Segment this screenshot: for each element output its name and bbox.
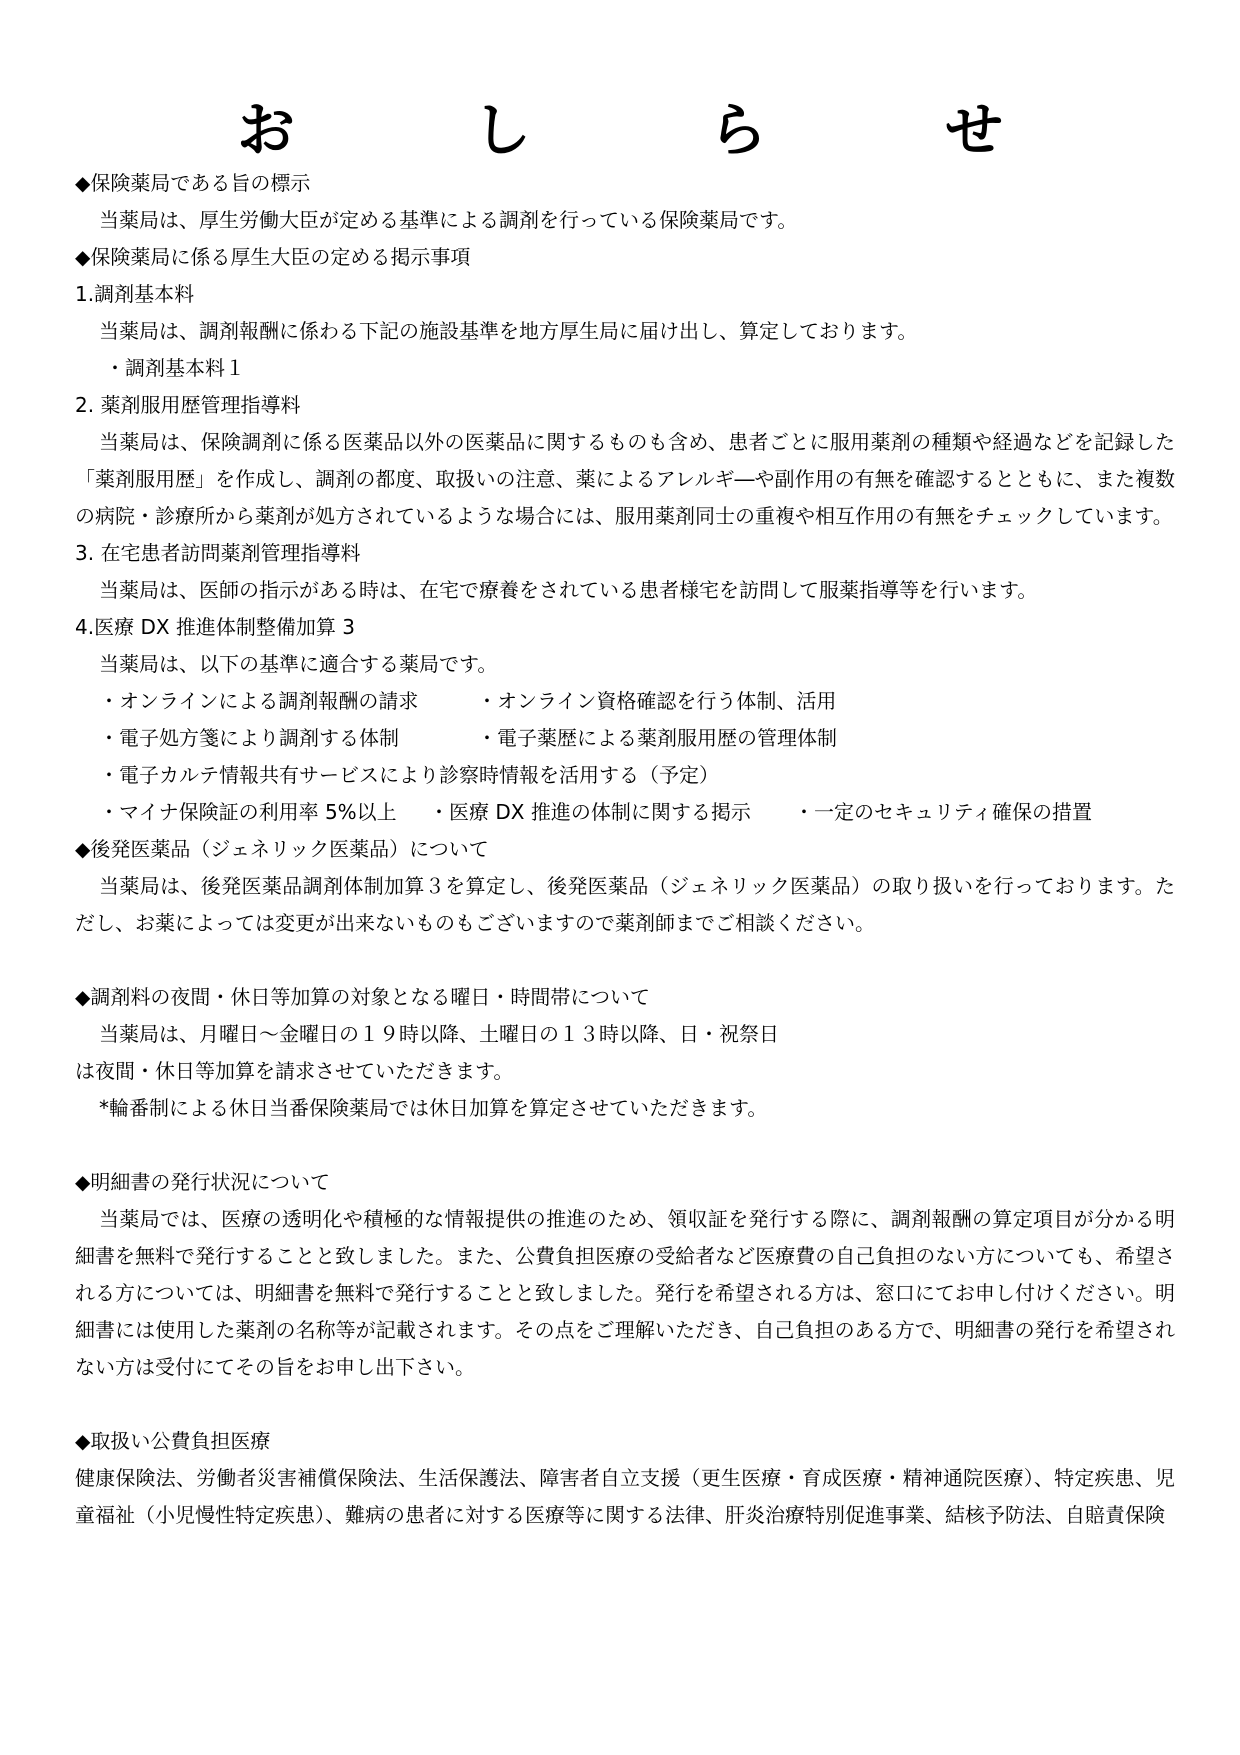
item-text-medical-dx: 当薬局は、以下の基準に適合する薬局です。 <box>99 652 498 676</box>
medical-dx-bullet-row-2 <box>75 720 1175 757</box>
section-text-public-expense: 健康保険法、労働者災害補償保険法、生活保護法、障害者自立支援（更生医療・育成医療・精神通院医療）、特定疾患、児童福祉（小児慢性特定疾患）、難病の患者に対する医療等に関する法律、肝炎治療特別促進事業、結核予防法、自賠責保険 <box>75 1466 1175 1527</box>
item-heading-basic-fee: 1.調剤基本料 <box>75 282 195 306</box>
section-heading-public-expense: ◆取扱い公費負担医療 <box>75 1429 271 1453</box>
section-text-pharmacy-label: 当薬局は、厚生労働大臣が定める基準による調剤を行っている保険薬局です。 <box>99 208 798 232</box>
item-heading-home-visit: 3. 在宅患者訪問薬剤管理指導料 <box>75 541 361 565</box>
medical-dx-bullet: ・オンライン資格確認を行う体制、活用 <box>477 689 837 713</box>
section-text-generic-drugs: 当薬局は、後発医薬品調剤体制加算３を算定し、後発医薬品（ジェネリック医薬品）の取り扱いを行っております。ただし、お薬によっては変更が出来ないものもございますので薬剤師までご相談ください。 <box>75 874 1175 935</box>
medical-dx-bullet: ・電子薬歴による薬剤服用歴の管理体制 <box>477 726 837 750</box>
medical-dx-bullet: ・電子カルテ情報共有サービスにより診察時情報を活用する（予定） <box>99 763 719 787</box>
item-heading-medical-dx: 4.医療 DX 推進体制整備加算 3 <box>75 615 355 639</box>
section-heading-statement: ◆明細書の発行状況について <box>75 1170 330 1194</box>
medical-dx-bullet: ・医療 DX 推進の体制に関する掲示 <box>429 800 751 824</box>
medical-dx-bullet-row-3 <box>75 794 1175 831</box>
medical-dx-bullet: ・電子処方箋により調剤する体制 <box>99 726 399 750</box>
section-heading-posted-items: ◆保険薬局に係る厚生大臣の定める掲示事項 <box>75 245 471 269</box>
item-bullet-basic-fee: ・調剤基本料１ <box>105 356 245 380</box>
section-heading-night-holiday: ◆調剤料の夜間・休日等加算の対象となる曜日・時間帯について <box>75 985 650 1009</box>
item-text-home-visit: 当薬局は、医師の指示がある時は、在宅で療養をされている患者様宅を訪問して服薬指導等を行います。 <box>99 578 1038 602</box>
section-text-statement: 当薬局では、医療の透明化や積極的な情報提供の推進のため、領収証を発行する際に、調剤報酬の算定項目が分かる明細書を無料で発行することと致しました。また、公費負担医療の受給者など医療費の自己負担のない方についても、希望される方については、明細書を無料で発行することと致しました。発行を希望される方は、窓口にてお申し付けください。明細書には使用した薬剤の名称等が記載されます。その点をご理解いただき、自己負担のある方で、明細書の発行を希望されない方は受付にてその旨をお申し出下さい。 <box>75 1207 1175 1379</box>
item-heading-medication-history: 2. 薬剤服用歴管理指導料 <box>75 393 301 417</box>
section-text-night-holiday-1: 当薬局は、月曜日～金曜日の１９時以降、土曜日の１３時以降、日・祝祭日 <box>99 1022 779 1046</box>
section-heading-generic-drugs: ◆後発医薬品（ジェネリック医薬品）について <box>75 837 489 861</box>
notice-content <box>75 165 1175 1534</box>
section-text-night-holiday-2: は夜間・休日等加算を請求させていただきます。 <box>75 1059 514 1083</box>
section-heading-pharmacy-label: ◆保険薬局である旨の標示 <box>75 171 311 195</box>
section-note-night-holiday: *輪番制による休日当番保険薬局では休日加算を算定させていただきます。 <box>99 1096 768 1120</box>
item-text-medication-history: 当薬局は、保険調剤に係る医薬品以外の医薬品に関するものも含め、患者ごとに服用薬剤の種類や経過などを記録した「薬剤服用歴」を作成し、調剤の都度、取扱いの注意、薬によるアレルギ―や副作用の有無を確認するとともに、また複数の病院・診療所から薬剤が処方されているような場合には、服用薬剤同士の重複や相互作用の有無をチェックしています。 <box>75 430 1175 528</box>
page-title: お し ら せ <box>236 96 1063 164</box>
item-text-basic-fee: 当薬局は、調剤報酬に係わる下記の施設基準を地方厚生局に届け出し、算定しております。 <box>99 319 918 343</box>
medical-dx-bullet-row-1 <box>75 683 1175 720</box>
medical-dx-bullet: ・一定のセキュリティ確保の措置 <box>794 800 1092 824</box>
medical-dx-bullet: ・マイナ保険証の利用率 5%以上 <box>99 800 397 824</box>
medical-dx-bullet: ・オンラインによる調剤報酬の請求 <box>99 689 419 713</box>
